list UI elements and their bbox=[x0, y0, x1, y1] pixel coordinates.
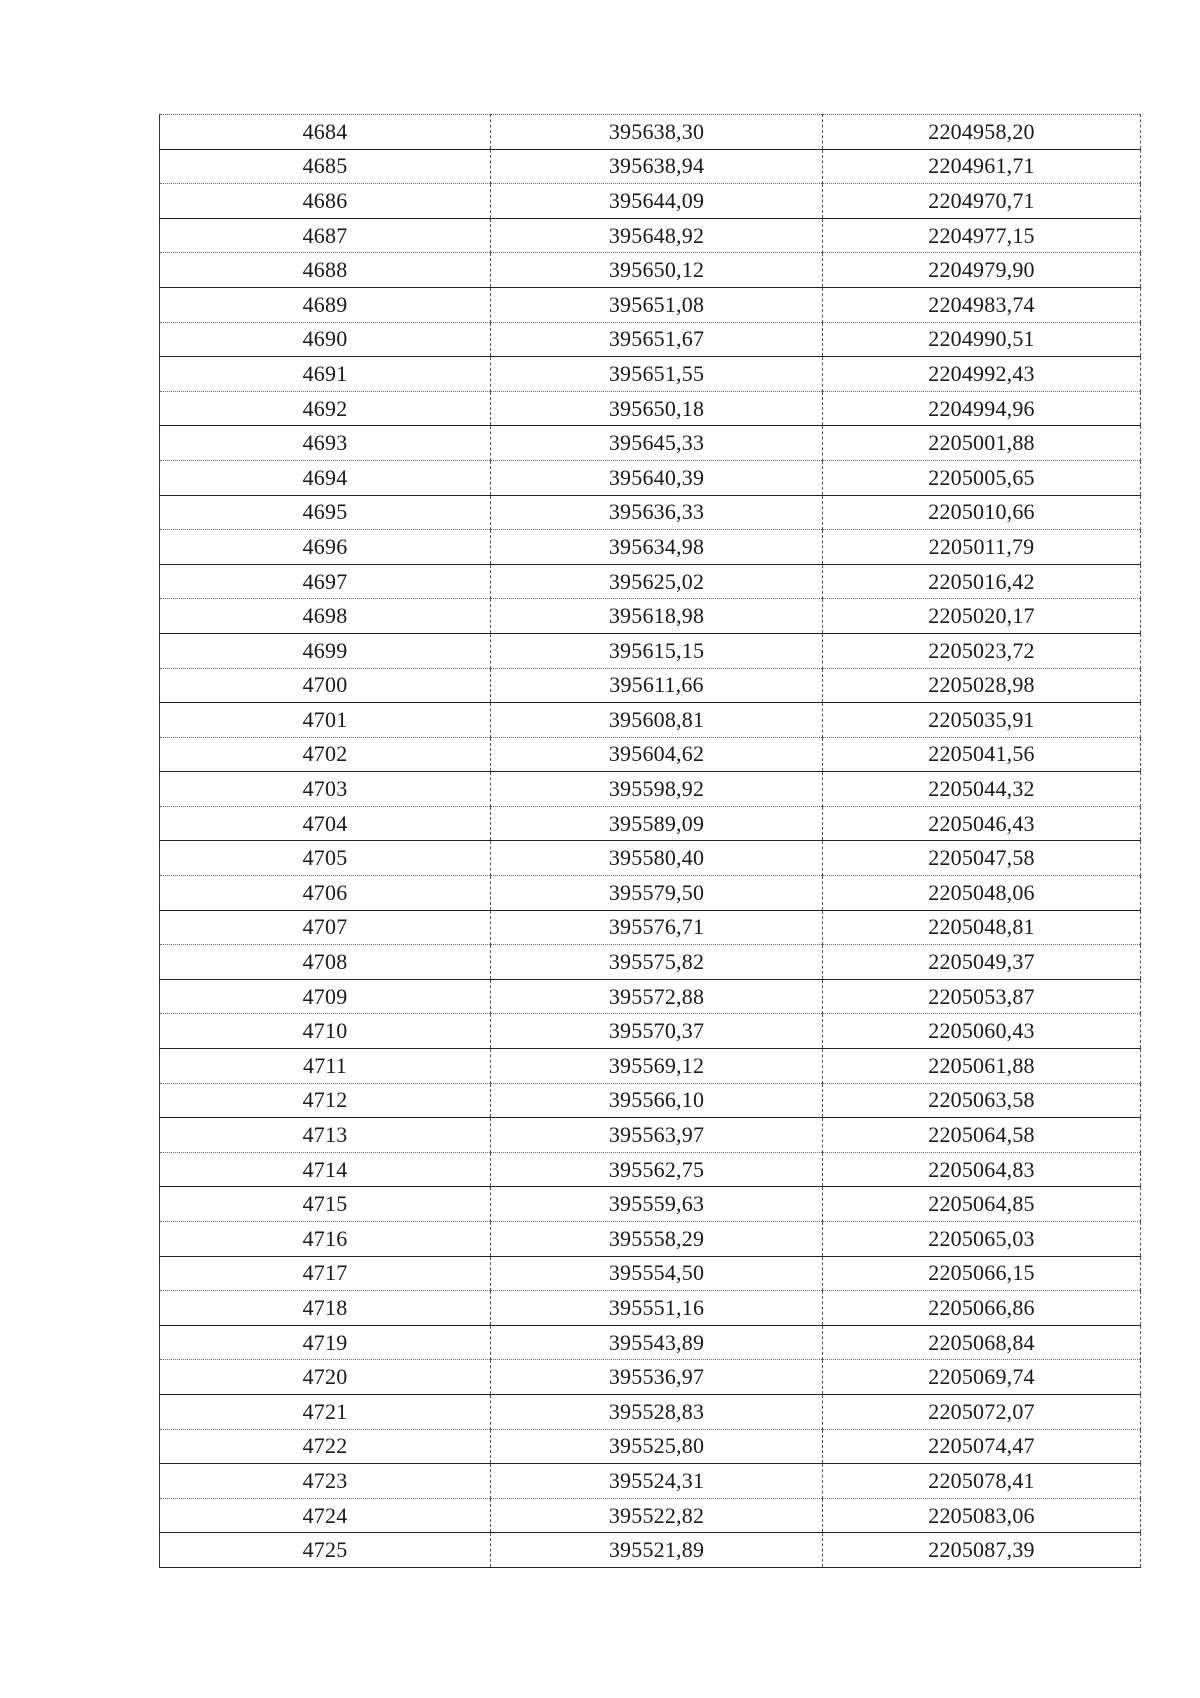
y-coordinate-cell: 2204992,43 bbox=[823, 357, 1141, 392]
table-row bbox=[160, 1498, 1141, 1533]
x-coordinate-cell: 395640,39 bbox=[491, 460, 823, 495]
point-number-cell: 4707 bbox=[160, 910, 491, 945]
x-coordinate-cell: 395558,29 bbox=[491, 1222, 823, 1257]
x-coordinate-cell: 395615,15 bbox=[491, 633, 823, 668]
y-coordinate-cell: 2205066,15 bbox=[823, 1256, 1141, 1291]
table-row bbox=[160, 1464, 1141, 1499]
y-coordinate-cell: 2205063,58 bbox=[823, 1083, 1141, 1118]
table-row bbox=[160, 876, 1141, 911]
x-coordinate-cell: 395644,09 bbox=[491, 184, 823, 219]
point-number-cell: 4723 bbox=[160, 1464, 491, 1499]
x-coordinate-cell: 395554,50 bbox=[491, 1256, 823, 1291]
x-coordinate-cell: 395651,08 bbox=[491, 287, 823, 322]
table-row bbox=[160, 391, 1141, 426]
table-row bbox=[160, 1014, 1141, 1049]
x-coordinate-cell: 395576,71 bbox=[491, 910, 823, 945]
table-row bbox=[160, 772, 1141, 807]
y-coordinate-cell: 2205078,41 bbox=[823, 1464, 1141, 1499]
table-row bbox=[160, 357, 1141, 392]
table-row bbox=[160, 945, 1141, 980]
table-row bbox=[160, 1256, 1141, 1291]
point-number-cell: 4711 bbox=[160, 1049, 491, 1084]
x-coordinate-cell: 395638,30 bbox=[491, 115, 823, 150]
y-coordinate-cell: 2205044,32 bbox=[823, 772, 1141, 807]
point-number-cell: 4688 bbox=[160, 253, 491, 288]
y-coordinate-cell: 2205010,66 bbox=[823, 495, 1141, 530]
y-coordinate-cell: 2205069,74 bbox=[823, 1360, 1141, 1395]
point-number-cell: 4698 bbox=[160, 599, 491, 634]
y-coordinate-cell: 2205066,86 bbox=[823, 1291, 1141, 1326]
point-number-cell: 4720 bbox=[160, 1360, 491, 1395]
x-coordinate-cell: 395625,02 bbox=[491, 564, 823, 599]
point-number-cell: 4718 bbox=[160, 1291, 491, 1326]
y-coordinate-cell: 2205001,88 bbox=[823, 426, 1141, 461]
table-row bbox=[160, 115, 1141, 150]
point-number-cell: 4692 bbox=[160, 391, 491, 426]
coordinates-table bbox=[159, 114, 1141, 1568]
point-number-cell: 4693 bbox=[160, 426, 491, 461]
y-coordinate-cell: 2205064,85 bbox=[823, 1187, 1141, 1222]
table-row bbox=[160, 530, 1141, 565]
y-coordinate-cell: 2205046,43 bbox=[823, 806, 1141, 841]
table-row bbox=[160, 841, 1141, 876]
x-coordinate-cell: 395521,89 bbox=[491, 1533, 823, 1568]
y-coordinate-cell: 2204983,74 bbox=[823, 287, 1141, 322]
point-number-cell: 4695 bbox=[160, 495, 491, 530]
x-coordinate-cell: 395648,92 bbox=[491, 218, 823, 253]
table-row bbox=[160, 564, 1141, 599]
y-coordinate-cell: 2205048,06 bbox=[823, 876, 1141, 911]
table-row bbox=[160, 599, 1141, 634]
y-coordinate-cell: 2205072,07 bbox=[823, 1394, 1141, 1429]
point-number-cell: 4722 bbox=[160, 1429, 491, 1464]
table-row bbox=[160, 1118, 1141, 1153]
point-number-cell: 4702 bbox=[160, 737, 491, 772]
point-number-cell: 4717 bbox=[160, 1256, 491, 1291]
point-number-cell: 4709 bbox=[160, 979, 491, 1014]
table-row bbox=[160, 1222, 1141, 1257]
point-number-cell: 4714 bbox=[160, 1152, 491, 1187]
x-coordinate-cell: 395604,62 bbox=[491, 737, 823, 772]
y-coordinate-cell: 2205016,42 bbox=[823, 564, 1141, 599]
table-row bbox=[160, 1533, 1141, 1568]
table-row bbox=[160, 1049, 1141, 1084]
x-coordinate-cell: 395562,75 bbox=[491, 1152, 823, 1187]
point-number-cell: 4690 bbox=[160, 322, 491, 357]
coordinates-table-body bbox=[160, 115, 1141, 1568]
table-row bbox=[160, 703, 1141, 738]
table-row bbox=[160, 1360, 1141, 1395]
x-coordinate-cell: 395634,98 bbox=[491, 530, 823, 565]
x-coordinate-cell: 395645,33 bbox=[491, 426, 823, 461]
y-coordinate-cell: 2205053,87 bbox=[823, 979, 1141, 1014]
x-coordinate-cell: 395579,50 bbox=[491, 876, 823, 911]
y-coordinate-cell: 2204990,51 bbox=[823, 322, 1141, 357]
table-row bbox=[160, 218, 1141, 253]
x-coordinate-cell: 395580,40 bbox=[491, 841, 823, 876]
y-coordinate-cell: 2204961,71 bbox=[823, 149, 1141, 184]
x-coordinate-cell: 395598,92 bbox=[491, 772, 823, 807]
point-number-cell: 4725 bbox=[160, 1533, 491, 1568]
x-coordinate-cell: 395618,98 bbox=[491, 599, 823, 634]
table-row bbox=[160, 806, 1141, 841]
table-row bbox=[160, 426, 1141, 461]
y-coordinate-cell: 2205087,39 bbox=[823, 1533, 1141, 1568]
x-coordinate-cell: 395575,82 bbox=[491, 945, 823, 980]
x-coordinate-cell: 395528,83 bbox=[491, 1394, 823, 1429]
x-coordinate-cell: 395570,37 bbox=[491, 1014, 823, 1049]
y-coordinate-cell: 2205041,56 bbox=[823, 737, 1141, 772]
point-number-cell: 4715 bbox=[160, 1187, 491, 1222]
point-number-cell: 4708 bbox=[160, 945, 491, 980]
y-coordinate-cell: 2204958,20 bbox=[823, 115, 1141, 150]
x-coordinate-cell: 395589,09 bbox=[491, 806, 823, 841]
point-number-cell: 4696 bbox=[160, 530, 491, 565]
y-coordinate-cell: 2205023,72 bbox=[823, 633, 1141, 668]
table-row bbox=[160, 910, 1141, 945]
y-coordinate-cell: 2205064,58 bbox=[823, 1118, 1141, 1153]
y-coordinate-cell: 2205074,47 bbox=[823, 1429, 1141, 1464]
x-coordinate-cell: 395638,94 bbox=[491, 149, 823, 184]
point-number-cell: 4701 bbox=[160, 703, 491, 738]
point-number-cell: 4685 bbox=[160, 149, 491, 184]
point-number-cell: 4706 bbox=[160, 876, 491, 911]
point-number-cell: 4710 bbox=[160, 1014, 491, 1049]
x-coordinate-cell: 395572,88 bbox=[491, 979, 823, 1014]
table-row bbox=[160, 322, 1141, 357]
point-number-cell: 4716 bbox=[160, 1222, 491, 1257]
table-row bbox=[160, 1394, 1141, 1429]
table-row bbox=[160, 737, 1141, 772]
table-row bbox=[160, 1187, 1141, 1222]
point-number-cell: 4721 bbox=[160, 1394, 491, 1429]
y-coordinate-cell: 2205060,43 bbox=[823, 1014, 1141, 1049]
point-number-cell: 4694 bbox=[160, 460, 491, 495]
table-row bbox=[160, 1152, 1141, 1187]
point-number-cell: 4699 bbox=[160, 633, 491, 668]
point-number-cell: 4724 bbox=[160, 1498, 491, 1533]
y-coordinate-cell: 2204979,90 bbox=[823, 253, 1141, 288]
y-coordinate-cell: 2204994,96 bbox=[823, 391, 1141, 426]
x-coordinate-cell: 395551,16 bbox=[491, 1291, 823, 1326]
y-coordinate-cell: 2205035,91 bbox=[823, 703, 1141, 738]
table-row bbox=[160, 633, 1141, 668]
y-coordinate-cell: 2205020,17 bbox=[823, 599, 1141, 634]
table-row bbox=[160, 253, 1141, 288]
y-coordinate-cell: 2205064,83 bbox=[823, 1152, 1141, 1187]
x-coordinate-cell: 395536,97 bbox=[491, 1360, 823, 1395]
x-coordinate-cell: 395608,81 bbox=[491, 703, 823, 738]
x-coordinate-cell: 395650,12 bbox=[491, 253, 823, 288]
point-number-cell: 4704 bbox=[160, 806, 491, 841]
x-coordinate-cell: 395525,80 bbox=[491, 1429, 823, 1464]
x-coordinate-cell: 395611,66 bbox=[491, 668, 823, 703]
x-coordinate-cell: 395559,63 bbox=[491, 1187, 823, 1222]
point-number-cell: 4684 bbox=[160, 115, 491, 150]
point-number-cell: 4700 bbox=[160, 668, 491, 703]
table-row bbox=[160, 1291, 1141, 1326]
point-number-cell: 4687 bbox=[160, 218, 491, 253]
y-coordinate-cell: 2204970,71 bbox=[823, 184, 1141, 219]
x-coordinate-cell: 395522,82 bbox=[491, 1498, 823, 1533]
x-coordinate-cell: 395563,97 bbox=[491, 1118, 823, 1153]
point-number-cell: 4691 bbox=[160, 357, 491, 392]
x-coordinate-cell: 395651,67 bbox=[491, 322, 823, 357]
table-row bbox=[160, 979, 1141, 1014]
y-coordinate-cell: 2205028,98 bbox=[823, 668, 1141, 703]
table-row bbox=[160, 1083, 1141, 1118]
y-coordinate-cell: 2205005,65 bbox=[823, 460, 1141, 495]
point-number-cell: 4697 bbox=[160, 564, 491, 599]
point-number-cell: 4686 bbox=[160, 184, 491, 219]
point-number-cell: 4712 bbox=[160, 1083, 491, 1118]
y-coordinate-cell: 2205065,03 bbox=[823, 1222, 1141, 1257]
x-coordinate-cell: 395651,55 bbox=[491, 357, 823, 392]
table-row bbox=[160, 1429, 1141, 1464]
point-number-cell: 4719 bbox=[160, 1325, 491, 1360]
x-coordinate-cell: 395543,89 bbox=[491, 1325, 823, 1360]
y-coordinate-cell: 2205061,88 bbox=[823, 1049, 1141, 1084]
point-number-cell: 4713 bbox=[160, 1118, 491, 1153]
point-number-cell: 4689 bbox=[160, 287, 491, 322]
table-row bbox=[160, 495, 1141, 530]
y-coordinate-cell: 2205068,84 bbox=[823, 1325, 1141, 1360]
table-row bbox=[160, 149, 1141, 184]
y-coordinate-cell: 2205083,06 bbox=[823, 1498, 1141, 1533]
x-coordinate-cell: 395566,10 bbox=[491, 1083, 823, 1118]
table-row bbox=[160, 287, 1141, 322]
x-coordinate-cell: 395636,33 bbox=[491, 495, 823, 530]
point-number-cell: 4705 bbox=[160, 841, 491, 876]
x-coordinate-cell: 395524,31 bbox=[491, 1464, 823, 1499]
y-coordinate-cell: 2205047,58 bbox=[823, 841, 1141, 876]
x-coordinate-cell: 395569,12 bbox=[491, 1049, 823, 1084]
table-row bbox=[160, 1325, 1141, 1360]
table-row bbox=[160, 668, 1141, 703]
y-coordinate-cell: 2205011,79 bbox=[823, 530, 1141, 565]
y-coordinate-cell: 2205049,37 bbox=[823, 945, 1141, 980]
y-coordinate-cell: 2204977,15 bbox=[823, 218, 1141, 253]
table-row bbox=[160, 460, 1141, 495]
x-coordinate-cell: 395650,18 bbox=[491, 391, 823, 426]
y-coordinate-cell: 2205048,81 bbox=[823, 910, 1141, 945]
point-number-cell: 4703 bbox=[160, 772, 491, 807]
table-row bbox=[160, 184, 1141, 219]
